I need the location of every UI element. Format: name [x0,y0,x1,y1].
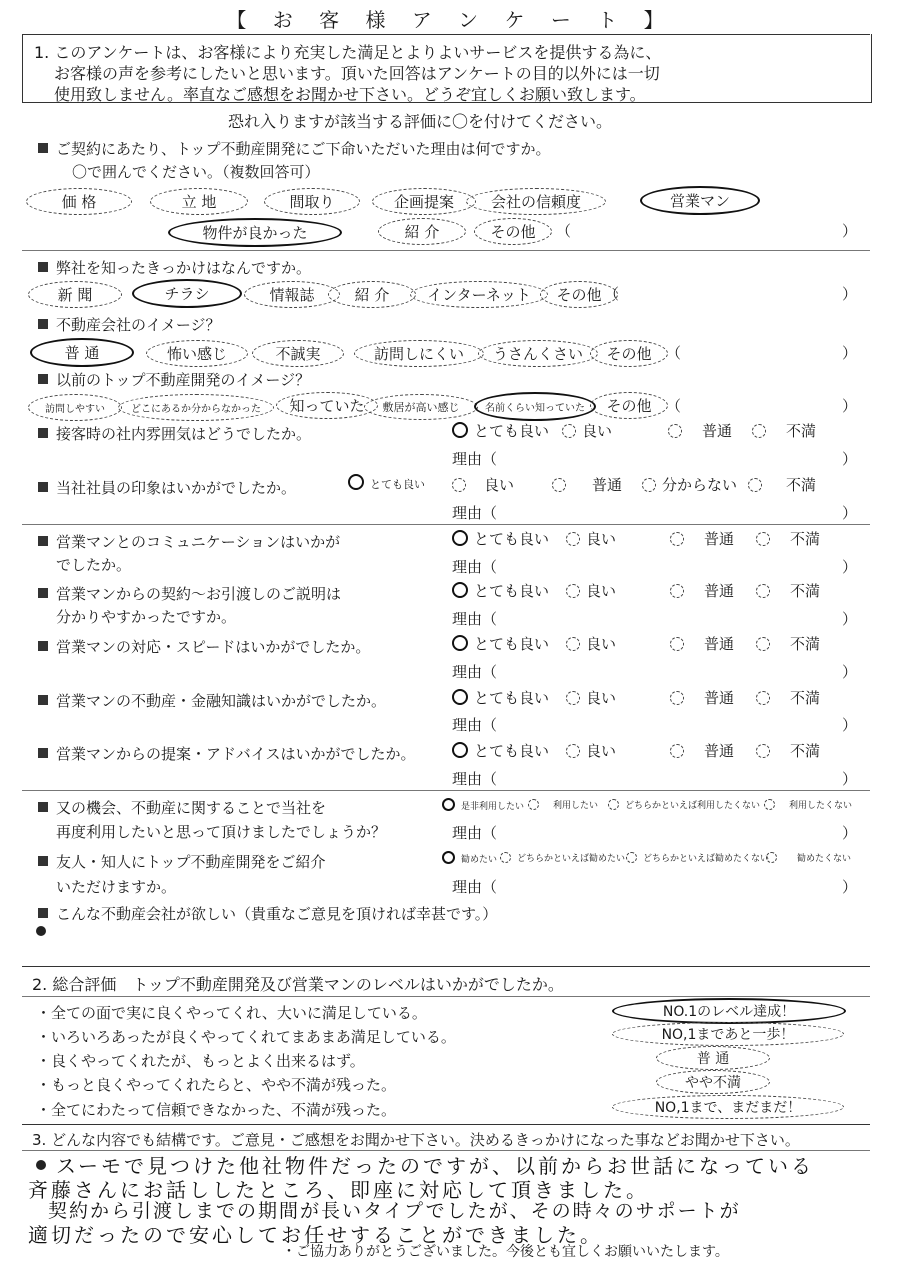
q2-question [38,257,311,278]
divider [22,524,870,525]
rating-question-cont: でしたか。 [56,556,132,574]
q4-option-unknown-location[interactable]: どこにあるか分からなかった [118,394,274,421]
reason-paren-close: ） [842,770,858,788]
reason-field[interactable] [452,822,497,843]
handwritten-comment-line: 斉藤さんにお話ししたところ、即座に対応して頂きました。 [28,1178,649,1202]
q1-question-text: ご契約にあたり、トップ不動産開発にご下命いただいた理由は何ですか。 [56,140,551,158]
q3-option-insincere[interactable]: 不誠実 [252,340,344,367]
reason-field[interactable] [452,608,497,629]
q2-paren-open: （ [604,285,620,303]
rating-question [38,477,296,498]
intro-line-2: お客様の声を参考にしたいと思います。頂いた回答はアンケートの目的以外には一切 [54,64,660,83]
radio-circle-icon [670,637,684,651]
rating-choice[interactable] [756,633,820,654]
bullet-square-icon [38,641,48,651]
divider [22,250,870,251]
rating-question [38,690,386,711]
choice-label: 分からない [662,476,738,494]
bullet-square-icon [38,856,48,866]
choice-label: 良い [586,689,617,707]
radio-circle-icon [670,584,684,598]
rating-choice[interactable] [756,687,820,708]
instruction-text: 恐れ入りますが該当する評価に〇を付けてください。 [228,112,613,131]
choice-label: とても良い [474,689,550,707]
eval-option-normal[interactable]: 普 通 [656,1046,770,1070]
rating-question [38,797,326,818]
q3-option-other[interactable]: その他 [590,340,668,367]
radio-circle-icon [668,424,682,438]
rating-choice[interactable] [500,851,625,864]
divider [22,790,870,791]
eval-text: ・全ての面で実に良くやってくれ、大いに満足している。 [36,1004,427,1022]
radio-circle-icon [442,851,455,864]
radio-circle-icon [608,799,619,810]
wish-question-text: こんな不動産会社が欲しい（貴重なご意見を頂ければ幸甚です。） [56,905,498,923]
bullet-square-icon [38,428,48,438]
q4-option-knew[interactable]: 知っていた [276,392,378,419]
rating-choice[interactable] [566,633,616,654]
q3-paren-open: （ [666,344,682,362]
radio-circle-icon [500,852,511,863]
q4-paren-close: ） [842,397,858,415]
q2-option-other[interactable]: その他 [540,281,618,308]
eval-text: ・もっと良くやってくれたらと、やや不満が残った。 [36,1076,397,1094]
rating-choice-selected[interactable] [452,633,549,654]
reason-field[interactable] [452,661,497,682]
eval-option-far[interactable]: NO,1まで、まだまだ！ [612,1095,844,1119]
choice-label: とても良い [474,530,550,548]
rating-choice[interactable] [608,798,760,811]
q4-option-high-threshold[interactable]: 敷居が高い感じ [364,394,478,420]
rating-choice-selected[interactable] [452,420,549,441]
q2-option-newspaper[interactable]: 新 聞 [28,281,122,308]
rating-question-text: 営業マンとのコミュニケーションはいかが [56,533,341,551]
rating-choice-selected[interactable] [452,687,549,708]
radio-circle-icon [756,584,770,598]
rating-question-cont: 再度利用したいと思って頂けましたでしょうか？ [56,823,387,841]
reason-field[interactable] [452,556,497,577]
reason-field[interactable] [452,502,497,523]
rating-choice[interactable] [566,528,616,549]
radio-circle-icon [442,798,455,811]
rating-question [38,743,416,764]
radio-circle-icon [752,424,766,438]
q4-question [38,369,310,390]
bullet-square-icon [38,536,48,546]
radio-circle-icon [452,422,468,438]
choice-label: 普通 [704,689,735,707]
radio-circle-icon [642,478,656,492]
reason-field[interactable] [452,714,497,735]
handwritten-comment-line: 適切だったので安心してお任せすることができました。 [28,1223,603,1247]
thanks-text: ・ご協力ありがとうございました。今後とも宜しくお願いいたします。 [282,1244,729,1260]
reason-paren-close: ） [842,504,858,522]
radio-circle-icon [452,689,468,705]
rating-question [38,636,370,657]
survey-title: 【 お 客 様 ア ン ケ ー ト 】 [226,8,674,32]
q1-option-good-property[interactable]: 物件が良かった [168,218,342,247]
q3-paren-close: ） [842,344,858,362]
choice-label: どちらかといえば勧めたくない [643,854,770,864]
rating-question-text: 友人・知人にトップ不動産開発をご紹介 [56,853,326,871]
radio-circle-icon [670,532,684,546]
radio-circle-icon [756,691,770,705]
rating-choice[interactable] [670,740,734,761]
choice-label: 普通 [704,742,735,760]
radio-circle-icon [748,478,762,492]
choice-label: 良い [586,530,617,548]
bullet-square-icon [38,262,48,272]
radio-circle-icon [452,530,468,546]
rating-choice[interactable] [766,851,851,864]
rating-question-text: 営業マンの不動産・金融知識はいかがでしたか。 [56,692,387,710]
bullet-square-icon [38,748,48,758]
section-2-top-border [22,966,870,967]
eval-text: ・全てにわたって信頼できなかった、不満が残った。 [36,1101,397,1119]
radio-circle-icon [764,799,775,810]
bullet-square-icon [38,319,48,329]
choice-label: 不満 [790,582,821,600]
radio-circle-icon [566,744,580,758]
bullet-square-icon [38,588,48,598]
rating-question-cont: 分かりやすかったですか。 [56,608,237,626]
bullet-square-icon [38,482,48,492]
choice-label: 良い [586,635,617,653]
rating-choice[interactable] [756,740,820,761]
radio-circle-icon [562,424,576,438]
q2-option-magazine[interactable]: 情報誌 [244,281,340,308]
radio-circle-icon [756,637,770,651]
reason-paren-close: ） [842,663,858,681]
choice-label: 不満 [790,530,821,548]
choice-label: 勧めたくない [797,854,852,864]
choice-label: とても良い [474,742,550,760]
rating-choice[interactable] [670,528,734,549]
q2-paren-close: ） [842,285,858,303]
rating-choice-selected[interactable] [348,474,425,492]
radio-circle-icon [766,852,777,863]
rating-choice[interactable] [566,687,616,708]
rating-question-cont: いただけますか。 [56,878,177,896]
choice-label: どちらかといえば勧めたい [517,854,626,864]
q2-option-internet[interactable]: インターネット [410,281,548,308]
radio-circle-icon [756,744,770,758]
rating-choice[interactable] [764,798,852,811]
q4-paren-open: （ [666,397,682,415]
reason-paren-close: ） [842,450,858,468]
intro-line-1: 1. このアンケートは、お客様により充実した満足とよりよいサービスを提供する為に、 [34,43,662,62]
q1-option-salesperson[interactable]: 営業マン [640,186,760,215]
reason-label: 理由（ [452,504,498,522]
bullet-square-icon [38,695,48,705]
choice-label: 普通 [704,582,735,600]
q1-option-trust[interactable]: 会社の信頼度 [466,188,606,215]
reason-label: 理由（ [452,770,498,788]
choice-label: 利用したい [553,801,599,811]
rating-question [38,423,311,444]
choice-label: 不満 [786,476,817,494]
handwritten-comment-line: 契約から引渡しまでの期間が長いタイプでしたが、その時々のサポートが [48,1200,741,1222]
rating-question-text: 営業マンからの提案・アドバイスはいかがでしたか。 [56,745,416,763]
rating-choice-selected[interactable] [442,851,497,865]
q3-option-shady[interactable]: うさんくさい [478,340,598,367]
q3-option-scary[interactable]: 怖い感じ [146,340,248,367]
q4-option-other[interactable]: その他 [590,392,668,419]
eval-text: ・いろいろあったが良くやってくれてまあまあ満足している。 [36,1028,456,1046]
intro-line-3: 使用致しません。率直なご感想をお聞かせ下さい。どうぞ宜しくお願い致します。 [54,85,646,104]
radio-circle-icon [452,742,468,758]
reason-label: 理由（ [452,878,498,896]
eval-text: ・良くやってくれたが、もっとよく出来るはず。 [36,1052,365,1070]
radio-circle-icon [566,584,580,598]
q1-paren-open: （ [556,222,572,240]
choice-label: 不満 [790,635,821,653]
q3-question [38,314,221,335]
bullet-square-icon [38,802,48,812]
rating-choice[interactable] [748,474,816,495]
reason-label: 理由（ [452,610,498,628]
q1-option-price[interactable]: 価 格 [26,188,132,215]
q2-question-text: 弊社を知ったきっかけはなんですか。 [56,259,312,277]
choice-label: 是非利用したい [461,802,525,812]
reason-field[interactable] [452,876,497,897]
section-3-title: 3. どんな内容でも結構です。ご意見・ご感想をお聞かせ下さい。決めるきっかけになった事などお聞かせ下さい。 [32,1131,800,1149]
rating-question [38,531,340,552]
rating-question [38,583,341,604]
choice-label: とても良い [474,582,550,600]
radio-circle-icon [566,691,580,705]
q4-option-easy-to-visit[interactable]: 訪問しやすい [28,394,122,421]
choice-label: とても良い [370,478,425,491]
rating-choice[interactable] [670,633,734,654]
reason-label: 理由（ [452,716,498,734]
rating-question-text: 接客時の社内雰囲気はどうでしたか。 [56,425,312,443]
reason-field[interactable] [452,448,497,469]
rating-choice[interactable] [756,528,820,549]
q1-option-layout[interactable]: 間取り [264,188,360,215]
reason-label: 理由（ [452,558,498,576]
radio-circle-icon [566,532,580,546]
bullet-dot-icon [36,1160,46,1170]
rating-choice[interactable] [626,851,769,864]
choice-label: 不満 [790,689,821,707]
choice-label: 普通 [592,476,623,494]
rating-question-text: 又の機会、不動産に関することで当社を [56,799,327,817]
rating-question-text: 営業マンの対応・スピードはいかがでしたか。 [56,638,371,656]
radio-circle-icon [670,691,684,705]
q4-option-knew-name[interactable]: 名前くらい知っていた [474,392,596,421]
reason-label: 理由（ [452,450,498,468]
rating-choice[interactable] [552,474,622,495]
rating-choice[interactable] [752,420,816,441]
radio-circle-icon [566,637,580,651]
choice-label: 普通 [702,422,733,440]
reason-label: 理由（ [452,824,498,842]
rating-choice[interactable] [670,687,734,708]
rating-choice[interactable] [668,420,732,441]
rating-choice-selected[interactable] [452,580,549,601]
eval-option-slightly-dissatisfied[interactable]: やや不満 [656,1070,770,1094]
rating-choice[interactable] [566,740,616,761]
q1-option-location[interactable]: 立 地 [150,188,248,215]
radio-circle-icon [452,478,466,492]
q1-paren-close: ） [842,222,858,240]
q1-note: 〇で囲んでください。（複数回答可） [72,163,320,181]
eval-option-no1[interactable]: NO.1のレベル達成！ [612,998,846,1024]
rating-choice[interactable] [452,474,514,495]
reason-field[interactable] [452,768,497,789]
q3-option-normal[interactable]: 普 通 [30,338,134,367]
rating-choice[interactable] [756,580,820,601]
divider [22,996,870,997]
rating-question-text: 当社社員の印象はいかがでしたか。 [56,479,297,497]
reason-label: 理由（ [452,663,498,681]
choice-label: 不満 [786,422,817,440]
bullet-square-icon [38,143,48,153]
rating-question-text: 営業マンからの契約～お引渡しのご説明は [56,585,342,603]
rating-choice-selected[interactable] [442,798,524,812]
section-2-title: 2. 総合評価 トップ不動産開発及び営業マンのレベルはいかがでしたか。 [32,975,564,994]
radio-circle-icon [348,474,364,490]
q4-question-text: 以前のトップ不動産開発のイメージ？ [56,371,311,389]
wish-question [38,903,497,924]
choice-label: 良い [484,476,515,494]
choice-label: 普通 [704,530,735,548]
choice-label: 良い [586,582,617,600]
q2-option-referral[interactable]: 紹 介 [328,281,416,308]
radio-circle-icon [528,799,539,810]
reason-paren-close: ） [842,558,858,576]
choice-label: 良い [582,422,613,440]
q3-option-hard-to-visit[interactable]: 訪問しにくい [354,340,484,367]
reason-paren-close: ） [842,716,858,734]
rating-choice-selected[interactable] [452,528,549,549]
reason-paren-close: ） [842,610,858,628]
radio-circle-icon [756,532,770,546]
reason-paren-close: ） [842,824,858,842]
rating-choice-selected[interactable] [452,740,549,761]
rating-choice[interactable] [562,420,612,441]
q2-option-flyer[interactable]: チラシ [132,279,242,308]
radio-circle-icon [670,744,684,758]
choice-label: どちらかといえば利用したくない [625,801,761,811]
choice-label: 勧めたい [461,855,498,865]
q1-option-other[interactable]: その他 [474,218,552,245]
radio-circle-icon [552,478,566,492]
radio-circle-icon [452,635,468,651]
q3-question-text: 不動産会社のイメージ？ [56,316,221,334]
q1-option-planning[interactable]: 企画提案 [372,188,476,215]
rating-choice[interactable] [566,580,616,601]
choice-label: とても良い [474,635,550,653]
handwritten-comment-line: スーモで見つけた他社物件だったのですが、以前からお世話になっている [56,1154,814,1178]
radio-circle-icon [452,582,468,598]
rating-choice[interactable] [670,580,734,601]
rating-question [38,851,326,872]
choice-label: 普通 [704,635,735,653]
bullet-dot-icon [36,926,46,936]
choice-label: 良い [586,742,617,760]
rating-choice[interactable] [528,798,598,811]
q1-question [38,138,551,159]
bullet-square-icon [38,374,48,384]
reason-paren-close: ） [842,878,858,896]
eval-option-almost[interactable]: NO,1まであと一歩！ [612,1022,844,1046]
bullet-square-icon [38,908,48,918]
choice-label: とても良い [474,422,550,440]
choice-label: 利用したくない [789,801,853,811]
radio-circle-icon [626,852,637,863]
choice-label: 不満 [790,742,821,760]
rating-choice[interactable] [642,474,737,495]
section-3-top-border [22,1124,870,1125]
q1-option-referral[interactable]: 紹 介 [378,218,466,245]
